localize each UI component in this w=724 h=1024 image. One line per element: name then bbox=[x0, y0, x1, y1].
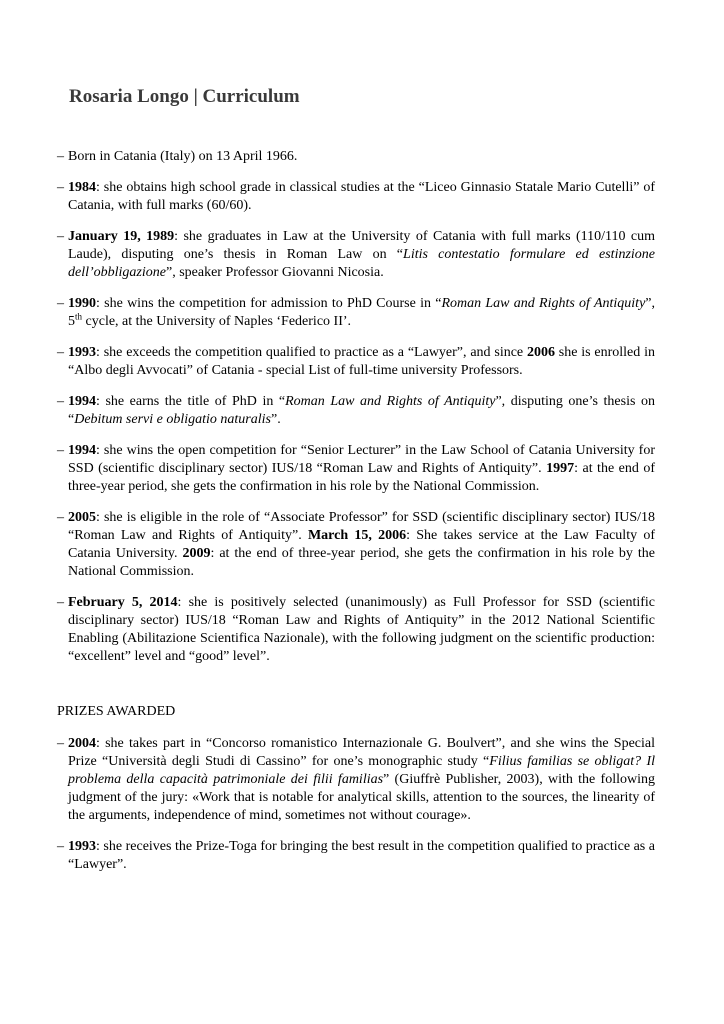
text-segment: ”, speaker Professor Giovanni Nicosia. bbox=[166, 265, 384, 280]
list-dash: – bbox=[57, 736, 64, 751]
italic-title: Litis contestatio formulare ed estinzione dell’obbligazione bbox=[68, 247, 656, 280]
date-label: 2009 bbox=[182, 546, 211, 561]
date-label: 1984 bbox=[68, 180, 96, 195]
list-dash: – bbox=[57, 149, 64, 164]
item-text bbox=[68, 295, 655, 331]
text-segment: : she wins the open competition for “Senior Lecturer” in the Law School of Catania University for SSD (scientific disciplinary sector) IUS/18 “Roman Law and Rights of Antiquity”. bbox=[68, 443, 655, 476]
date-label: March 15, 2006 bbox=[307, 528, 407, 543]
text-segment: : she obtains high school grade in classical studies at the “Liceo Ginnasio Statale Mario Cutelli” of Catania, with full marks (60/60). bbox=[68, 180, 655, 213]
item-text bbox=[68, 148, 655, 166]
text-segment: : she takes part in “Concorso romanistico Internazionale G. Boulvert”, and she wins the Special Prize “Università degli Studi di Cassino” for one’s monographic study “ bbox=[68, 736, 655, 769]
item-text bbox=[68, 393, 655, 429]
text-segment: ”, 5 bbox=[68, 296, 655, 329]
text-segment: cycle, at the University of Naples ‘Federico II’. bbox=[82, 314, 352, 329]
list-dash: – bbox=[57, 443, 64, 458]
text-segment: Born in Catania (Italy) on 13 April 1966. bbox=[68, 149, 298, 164]
item-text bbox=[68, 509, 655, 581]
curriculum-item bbox=[57, 295, 655, 331]
text-segment: ” (Giuffrè Publisher, 2003), with the following judgment of the jury: «Work that is notable for analytical skills, attention to the sources, the linearity of the arguments, independence of mind, sometimes not without courage». bbox=[68, 772, 655, 823]
list-dash: – bbox=[57, 229, 64, 244]
prize-item bbox=[57, 735, 655, 825]
date-label: January 19, 1989 bbox=[68, 229, 175, 244]
date-label: 2004 bbox=[68, 736, 96, 751]
curriculum-list bbox=[57, 148, 655, 679]
italic-title: Roman Law and Rights of Antiquity bbox=[285, 394, 496, 409]
list-dash: – bbox=[57, 510, 64, 525]
text-segment: she is enrolled in “Albo degli Avvocati” of Catania - special List of full-time university Professors. bbox=[68, 345, 655, 378]
text-segment: : She takes service at the Law Faculty of Catania University. bbox=[68, 528, 655, 561]
italic-title: Roman Law and Rights of Antiquity bbox=[441, 296, 646, 311]
curriculum-item bbox=[57, 148, 655, 166]
curriculum-item bbox=[57, 509, 655, 581]
text-segment: : she receives the Prize-Toga for bringing the best result in the competition qualified to practice as a “Lawyer”. bbox=[68, 839, 655, 872]
list-dash: – bbox=[57, 394, 64, 409]
text-segment: : she exceeds the competition qualified to practice as a “Lawyer”, and since bbox=[96, 345, 527, 360]
date-label: 1993 bbox=[68, 345, 96, 360]
text-segment: : she wins the competition for admission to PhD Course in “ bbox=[96, 296, 442, 311]
curriculum-item bbox=[57, 594, 655, 666]
item-text bbox=[68, 179, 655, 215]
item-text bbox=[68, 838, 655, 874]
item-text bbox=[68, 228, 655, 282]
date-label: February 5, 2014 bbox=[68, 595, 178, 610]
text-segment: ”. bbox=[270, 412, 281, 427]
list-dash: – bbox=[57, 595, 64, 610]
text-segment: : at the end of three-year period, she gets the confirmation in his role by the National Commission. bbox=[68, 546, 655, 579]
italic-title: Debitum servi e obligatio naturalis bbox=[74, 412, 271, 427]
prizes-list bbox=[57, 735, 655, 887]
date-label: 1994 bbox=[68, 394, 96, 409]
curriculum-item bbox=[57, 228, 655, 282]
prizes-heading: PRIZES AWARDED bbox=[57, 704, 176, 719]
curriculum-item bbox=[57, 179, 655, 215]
text-segment: : she graduates in Law at the University of Catania with full marks (110/110 cum Laude), disputing one’s thesis in Roman Law on “ bbox=[68, 229, 655, 262]
text-segment: : she earns the title of PhD in “ bbox=[96, 394, 286, 409]
list-dash: – bbox=[57, 839, 64, 854]
curriculum-item bbox=[57, 442, 655, 496]
date-label: 1997 bbox=[546, 461, 575, 476]
italic-title: Filius familias se obligat? Il problema della capacità patrimoniale dei filii familias bbox=[68, 754, 656, 787]
curriculum-item bbox=[57, 393, 655, 429]
date-label: 1993 bbox=[68, 839, 96, 854]
text-segment: th bbox=[75, 311, 83, 322]
item-text bbox=[68, 594, 655, 666]
text-segment: : she is positively selected (unanimously) as Full Professor for SSD (scientific disciplinary sector) IUS/18 “Roman Law and Rights of Antiquity” in the 2012 National Scientific Enabling (Abilitazione Scientifica Nazionale), with the following judgment on the scientific production: “excellent” level and “good” level”. bbox=[68, 595, 655, 664]
text-segment: : she is eligible in the role of “Associate Professor” for SSD (scientific disciplinary sector) IUS/18 “Roman Law and Rights of Antiquity”. bbox=[68, 510, 655, 543]
item-text bbox=[68, 344, 655, 380]
list-dash: – bbox=[57, 180, 64, 195]
item-text bbox=[68, 735, 655, 825]
page-title: Rosaria Longo | Curriculum bbox=[69, 86, 300, 107]
list-dash: – bbox=[57, 296, 64, 311]
prize-item bbox=[57, 838, 655, 874]
list-dash: – bbox=[57, 345, 64, 360]
curriculum-item bbox=[57, 344, 655, 380]
date-label: 1990 bbox=[68, 296, 96, 311]
item-text bbox=[68, 442, 655, 496]
text-segment: : at the end of three-year period, she gets the confirmation in his role by the National Commission. bbox=[68, 461, 655, 494]
date-label: 2005 bbox=[68, 510, 96, 525]
date-label: 1994 bbox=[68, 443, 96, 458]
date-label: 2006 bbox=[526, 345, 555, 360]
text-segment: ”, disputing one’s thesis on “ bbox=[68, 394, 655, 427]
